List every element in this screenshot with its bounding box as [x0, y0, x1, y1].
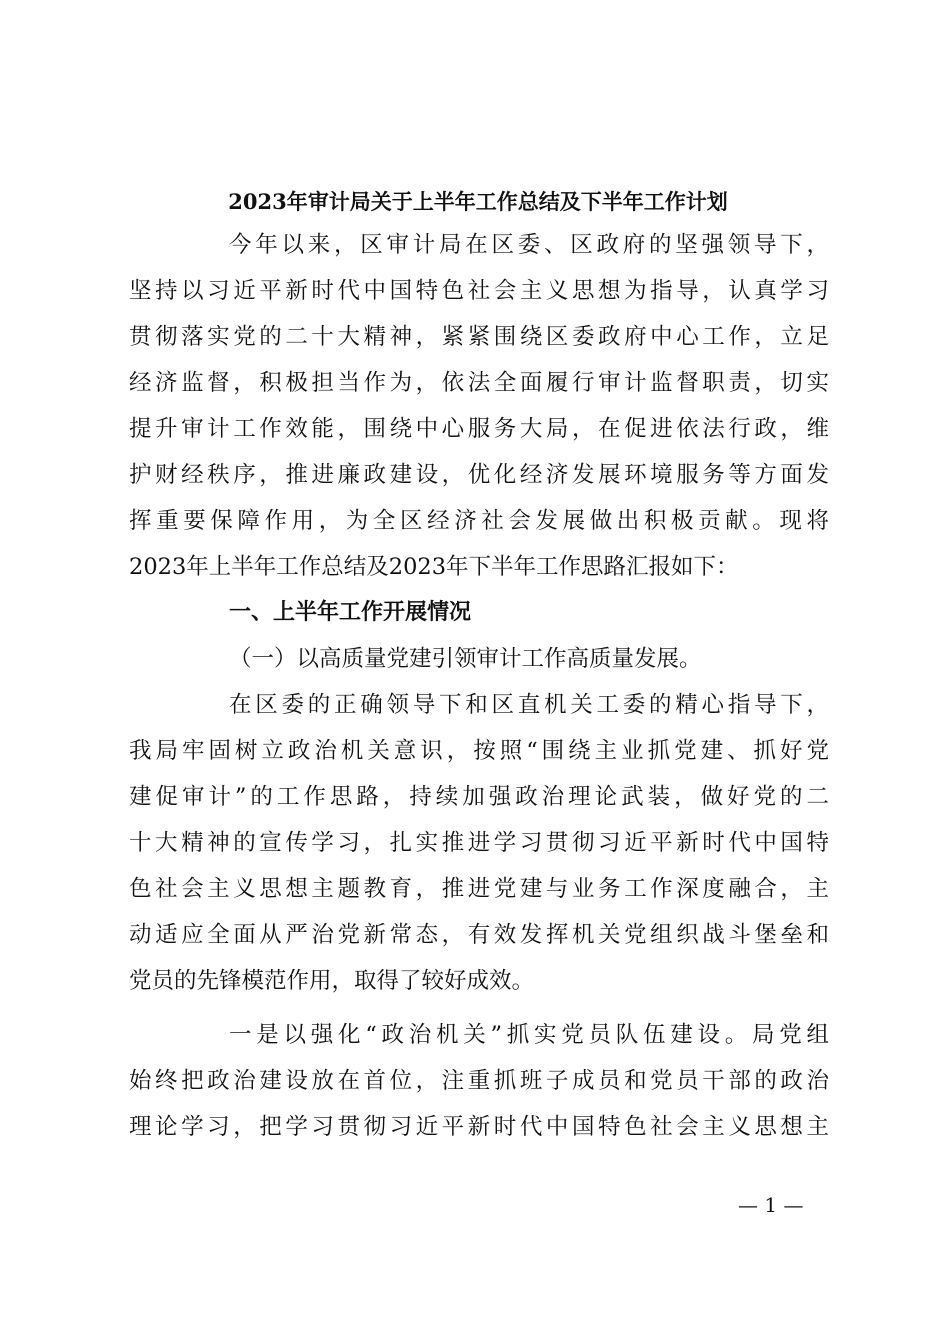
paragraph-line: 建促审计”的工作思路，持续加强政治理论武装，做好党的二	[129, 784, 829, 810]
document-body	[129, 222, 829, 1150]
subsection-heading: （一）以高质量党建引领审计工作高质量发展。	[229, 646, 702, 672]
intro-line: 经济监督，积极担当作为，依法全面履行审计监督职责，切实	[129, 370, 829, 396]
paragraph-line: 动适应全面从严治党新常态，有效发挥机关党组织战斗堡垒和	[129, 922, 829, 948]
intro-line: 2023年上半年工作总结及2023年下半年工作思路汇报如下：	[129, 554, 739, 580]
paragraph-line: 十大精神的宣传学习，扎实推进学习贯彻习近平新时代中国特	[129, 830, 829, 856]
paragraph-gap	[129, 1004, 829, 1012]
paragraph-line: 在区委的正确领导下和区直机关工委的精心指导下，	[229, 692, 829, 718]
intro-line: 今年以来，区审计局在区委、区政府的坚强领导下，	[229, 232, 829, 258]
intro-line: 护财经秩序，推进廉政建设，优化经济发展环境服务等方面发	[129, 462, 829, 488]
intro-line: 坚持以习近平新时代中国特色社会主义思想为指导，认真学习	[129, 278, 829, 304]
paragraph-line: 党员的先锋模范作用，取得了较好成效。	[129, 968, 535, 994]
paragraph-line: 理论学习，把学习贯彻习近平新时代中国特色社会主义思想主	[129, 1114, 829, 1140]
paragraph-line: 色社会主义思想主题教育，推进党建与业务工作深度融合，主	[129, 876, 829, 902]
paragraph-line: 我局牢固树立政治机关意识，按照“围绕主业抓党建、抓好党	[129, 738, 829, 764]
intro-line: 贯彻落实党的二十大精神，紧紧围绕区委政府中心工作，立足	[129, 324, 829, 350]
page-number: — 1 —	[738, 1193, 804, 1217]
paragraph-line: 一是以强化“政治机关”抓实党员队伍建设。局党组	[229, 1022, 829, 1048]
document-title: 2023年审计局关于上半年工作总结及下半年工作计划	[228, 189, 728, 214]
paragraph-line: 始终把政治建设放在首位，注重抓班子成员和党员干部的政治	[129, 1068, 829, 1094]
section-heading: 一、上半年工作开展情况	[229, 600, 472, 625]
intro-line: 挥重要保障作用，为全区经济社会发展做出积极贡献。现将	[129, 508, 829, 534]
intro-line: 提升审计工作效能，围绕中心服务大局，在促进依法行政，维	[129, 416, 829, 442]
